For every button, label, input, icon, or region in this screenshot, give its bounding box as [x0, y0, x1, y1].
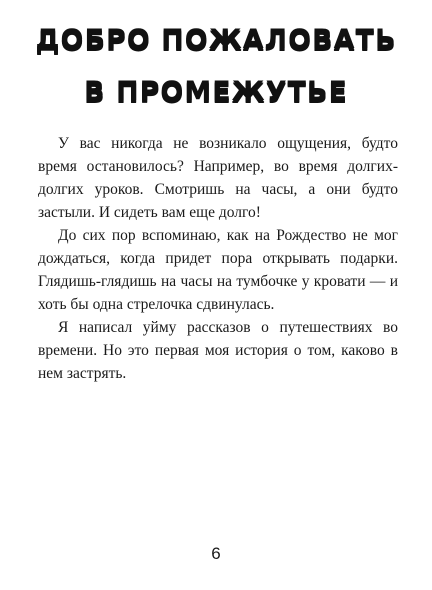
chapter-title-line-1: ДОБРО ПОЖАЛОВАТЬ: [35, 24, 397, 55]
page-number: 6: [211, 544, 221, 563]
chapter-title-line-2: В ПРОМЕЖУТЬЕ: [84, 76, 348, 107]
paragraph-3: Я написал уйму рассказов о путешествиях во времени. Но это первая моя история о том, каково в нем застрять.: [38, 319, 398, 382]
paragraph-1: У вас никогда не возникало ощущения, будто время остановилось? Например, во время долгих-долгих уроков. Смотришь на часы, а они будто застыли. И сидеть вам еще долго!: [38, 135, 398, 221]
paragraph-2: До сих пор вспоминаю, как на Рождество не мог дождаться, когда придет пора открывать подарки. Глядишь-глядишь на часы на тумбочке у кровати — и хоть бы одна стрелочка сдвинулась.: [38, 227, 398, 313]
body-text: [38, 132, 398, 385]
